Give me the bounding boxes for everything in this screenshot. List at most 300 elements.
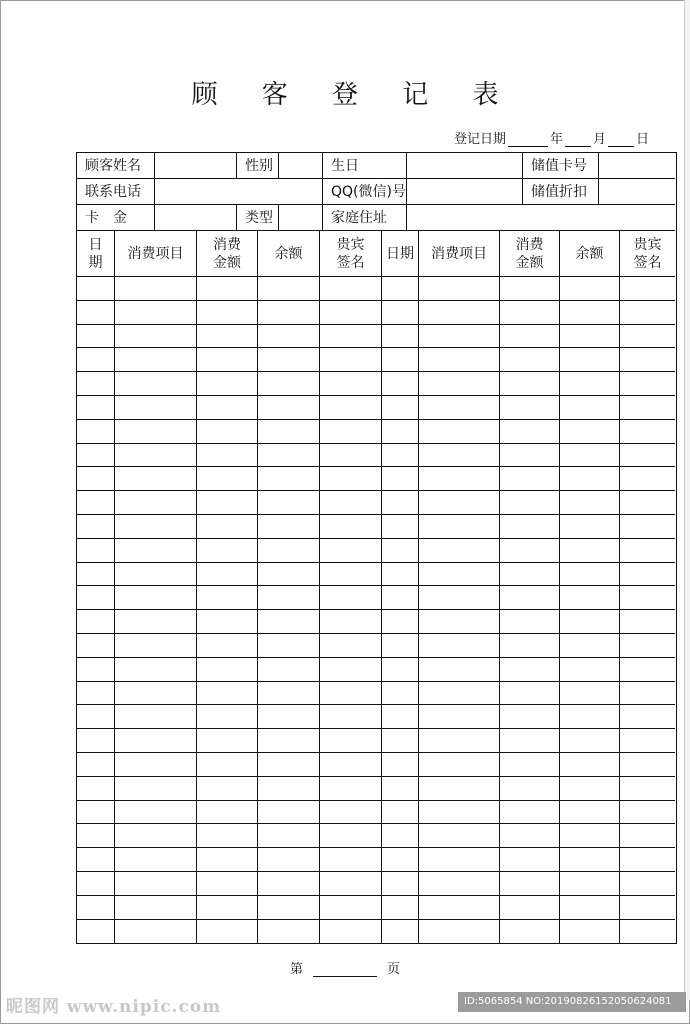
ledger-cell[interactable] <box>197 372 258 396</box>
ledger-cell[interactable] <box>419 705 500 729</box>
ledger-cell[interactable] <box>77 301 115 325</box>
ledger-cell[interactable] <box>320 539 382 563</box>
day-blank[interactable] <box>608 133 634 147</box>
ledger-cell[interactable] <box>320 777 382 801</box>
ledger-cell[interactable] <box>382 563 419 587</box>
ledger-cell[interactable] <box>419 848 500 872</box>
ledger-cell[interactable] <box>560 848 620 872</box>
ledger-cell[interactable] <box>115 467 197 491</box>
ledger-cell[interactable] <box>115 682 197 706</box>
ledger-cell[interactable] <box>258 396 320 420</box>
ledger-cell[interactable] <box>115 539 197 563</box>
ledger-cell[interactable] <box>560 658 620 682</box>
ledger-cell[interactable] <box>197 896 258 920</box>
ledger-cell[interactable] <box>560 325 620 349</box>
ledger-cell[interactable] <box>500 801 560 825</box>
ledger-cell[interactable] <box>560 896 620 920</box>
ledger-cell[interactable] <box>500 872 560 896</box>
ledger-cell[interactable] <box>500 682 560 706</box>
ledger-cell[interactable] <box>382 682 419 706</box>
ledger-cell[interactable] <box>115 491 197 515</box>
ledger-cell[interactable] <box>419 658 500 682</box>
ledger-cell[interactable] <box>500 396 560 420</box>
ledger-cell[interactable] <box>419 920 500 944</box>
ledger-cell[interactable] <box>258 729 320 753</box>
ledger-cell[interactable] <box>382 420 419 444</box>
ledger-cell[interactable] <box>620 848 675 872</box>
ledger-cell[interactable] <box>382 705 419 729</box>
ledger-cell[interactable] <box>500 729 560 753</box>
ledger-cell[interactable] <box>197 491 258 515</box>
ledger-cell[interactable] <box>115 753 197 777</box>
ledger-cell[interactable] <box>620 539 675 563</box>
ledger-cell[interactable] <box>258 872 320 896</box>
ledger-cell[interactable] <box>77 848 115 872</box>
ledger-cell[interactable] <box>258 920 320 944</box>
ledger-cell[interactable] <box>320 277 382 301</box>
ledger-cell[interactable] <box>560 563 620 587</box>
ledger-cell[interactable] <box>77 610 115 634</box>
ledger-cell[interactable] <box>500 325 560 349</box>
ledger-cell[interactable] <box>258 824 320 848</box>
ledger-cell[interactable] <box>500 467 560 491</box>
ledger-cell[interactable] <box>382 586 419 610</box>
ledger-cell[interactable] <box>320 872 382 896</box>
ledger-cell[interactable] <box>419 682 500 706</box>
ledger-cell[interactable] <box>500 753 560 777</box>
ledger-cell[interactable] <box>77 277 115 301</box>
ledger-cell[interactable] <box>115 372 197 396</box>
ledger-cell[interactable] <box>320 515 382 539</box>
ledger-cell[interactable] <box>500 824 560 848</box>
ledger-cell[interactable] <box>258 515 320 539</box>
ledger-cell[interactable] <box>320 325 382 349</box>
ledger-cell[interactable] <box>560 801 620 825</box>
ledger-cell[interactable] <box>419 777 500 801</box>
ledger-cell[interactable] <box>382 372 419 396</box>
ledger-cell[interactable] <box>115 896 197 920</box>
ledger-cell[interactable] <box>620 920 675 944</box>
ledger-cell[interactable] <box>77 348 115 372</box>
ledger-cell[interactable] <box>419 824 500 848</box>
ledger-cell[interactable] <box>620 420 675 444</box>
ledger-cell[interactable] <box>382 325 419 349</box>
info-field-r1-c7[interactable] <box>599 179 675 205</box>
ledger-header-line: 日 <box>88 236 103 253</box>
ledger-cell[interactable] <box>560 444 620 468</box>
ledger-cell[interactable] <box>419 586 500 610</box>
ledger-cell[interactable] <box>197 848 258 872</box>
ledger-cell[interactable] <box>620 610 675 634</box>
ledger-cell[interactable] <box>115 848 197 872</box>
ledger-cell[interactable] <box>382 348 419 372</box>
ledger-cell[interactable] <box>115 824 197 848</box>
ledger-cell[interactable] <box>560 301 620 325</box>
ledger-cell[interactable] <box>382 824 419 848</box>
ledger-cell[interactable] <box>419 396 500 420</box>
ledger-cell[interactable] <box>620 396 675 420</box>
ledger-cell[interactable] <box>197 467 258 491</box>
ledger-cell[interactable] <box>382 896 419 920</box>
ledger-cell[interactable] <box>197 801 258 825</box>
ledger-cell[interactable] <box>419 872 500 896</box>
ledger-cell[interactable] <box>258 896 320 920</box>
ledger-cell[interactable] <box>258 348 320 372</box>
ledger-cell[interactable] <box>197 777 258 801</box>
ledger-cell[interactable] <box>258 801 320 825</box>
ledger-cell[interactable] <box>320 824 382 848</box>
ledger-cell[interactable] <box>320 563 382 587</box>
ledger-cell[interactable] <box>197 277 258 301</box>
ledger-cell[interactable] <box>258 277 320 301</box>
ledger-cell[interactable] <box>560 705 620 729</box>
ledger-cell[interactable] <box>197 444 258 468</box>
ledger-cell[interactable] <box>197 515 258 539</box>
info-field-r2-c3[interactable] <box>279 205 323 231</box>
ledger-cell[interactable] <box>560 920 620 944</box>
ledger-cell[interactable] <box>560 539 620 563</box>
ledger-cell[interactable] <box>197 634 258 658</box>
ledger-cell[interactable] <box>419 634 500 658</box>
ledger-cell[interactable] <box>560 753 620 777</box>
ledger-cell[interactable] <box>500 658 560 682</box>
info-field-r1-c5[interactable] <box>407 179 523 205</box>
ledger-cell[interactable] <box>77 325 115 349</box>
ledger-cell[interactable] <box>115 610 197 634</box>
ledger-cell[interactable] <box>500 515 560 539</box>
ledger-cell[interactable] <box>197 658 258 682</box>
ledger-cell[interactable] <box>500 539 560 563</box>
ledger-cell[interactable] <box>419 420 500 444</box>
ledger-cell[interactable] <box>620 325 675 349</box>
ledger-cell[interactable] <box>382 801 419 825</box>
ledger-cell[interactable] <box>320 729 382 753</box>
ledger-cell[interactable] <box>197 753 258 777</box>
ledger-cell[interactable] <box>500 444 560 468</box>
ledger-cell[interactable] <box>77 801 115 825</box>
ledger-cell[interactable] <box>382 610 419 634</box>
ledger-cell[interactable] <box>419 753 500 777</box>
ledger-cell[interactable] <box>500 920 560 944</box>
ledger-cell[interactable] <box>419 444 500 468</box>
ledger-cell[interactable] <box>620 682 675 706</box>
ledger-cell[interactable] <box>382 848 419 872</box>
ledger-cell[interactable] <box>197 420 258 444</box>
ledger-cell[interactable] <box>320 301 382 325</box>
ledger-cell[interactable] <box>620 729 675 753</box>
ledger-cell[interactable] <box>419 348 500 372</box>
ledger-cell[interactable] <box>500 348 560 372</box>
ledger-cell[interactable] <box>419 277 500 301</box>
ledger-cell[interactable] <box>500 705 560 729</box>
ledger-cell[interactable] <box>560 372 620 396</box>
ledger-header-line: 贵宾 <box>336 236 365 253</box>
ledger-cell[interactable] <box>320 658 382 682</box>
ledger-cell[interactable] <box>620 277 675 301</box>
ledger-cell[interactable] <box>620 777 675 801</box>
ledger-cell[interactable] <box>500 420 560 444</box>
ledger-cell[interactable] <box>620 705 675 729</box>
ledger-cell[interactable] <box>197 325 258 349</box>
ledger-cell[interactable] <box>560 348 620 372</box>
ledger-cell[interactable] <box>419 467 500 491</box>
ledger-cell[interactable] <box>258 777 320 801</box>
ledger-cell[interactable] <box>560 610 620 634</box>
ledger-cell[interactable] <box>382 872 419 896</box>
ledger-header-line: 余额 <box>575 245 604 262</box>
ledger-cell[interactable] <box>620 801 675 825</box>
ledger-cell[interactable] <box>620 824 675 848</box>
ledger-cell[interactable] <box>320 753 382 777</box>
ledger-cell[interactable] <box>258 467 320 491</box>
ledger-cell[interactable] <box>382 491 419 515</box>
ledger-cell[interactable] <box>320 848 382 872</box>
ledger-cell[interactable] <box>500 777 560 801</box>
ledger-cell[interactable] <box>620 491 675 515</box>
ledger-cell[interactable] <box>115 705 197 729</box>
ledger-cell[interactable] <box>382 634 419 658</box>
ledger-cell[interactable] <box>115 801 197 825</box>
ledger-cell[interactable] <box>258 325 320 349</box>
ledger-cell[interactable] <box>500 563 560 587</box>
ledger-cell[interactable] <box>560 777 620 801</box>
ledger-cell[interactable] <box>258 682 320 706</box>
ledger-cell[interactable] <box>419 801 500 825</box>
ledger-cell[interactable] <box>258 753 320 777</box>
ledger-cell[interactable] <box>500 372 560 396</box>
ledger-cell[interactable] <box>258 586 320 610</box>
ledger-cell[interactable] <box>560 586 620 610</box>
ledger-cell[interactable] <box>197 563 258 587</box>
info-field-r2-c5[interactable] <box>407 205 675 231</box>
ledger-cell[interactable] <box>77 658 115 682</box>
ledger-cell[interactable] <box>77 372 115 396</box>
ledger-cell[interactable] <box>419 610 500 634</box>
ledger-cell[interactable] <box>382 444 419 468</box>
ledger-cell[interactable] <box>197 872 258 896</box>
ledger-cell[interactable] <box>320 491 382 515</box>
ledger-cell[interactable] <box>197 586 258 610</box>
ledger-cell[interactable] <box>197 348 258 372</box>
ledger-cell[interactable] <box>320 705 382 729</box>
year-blank[interactable] <box>508 133 548 147</box>
ledger-cell[interactable] <box>258 420 320 444</box>
ledger-cell[interactable] <box>560 396 620 420</box>
ledger-cell[interactable] <box>620 634 675 658</box>
ledger-cell[interactable] <box>560 515 620 539</box>
ledger-cell[interactable] <box>620 563 675 587</box>
ledger-cell[interactable] <box>77 444 115 468</box>
page-number-blank[interactable] <box>313 963 377 977</box>
ledger-cell[interactable] <box>382 396 419 420</box>
ledger-cell[interactable] <box>197 301 258 325</box>
ledger-cell[interactable] <box>500 896 560 920</box>
ledger-cell[interactable] <box>620 515 675 539</box>
month-blank[interactable] <box>565 133 591 147</box>
ledger-cell[interactable] <box>258 705 320 729</box>
ledger-cell[interactable] <box>77 753 115 777</box>
ledger-cell[interactable] <box>77 586 115 610</box>
ledger-cell[interactable] <box>560 682 620 706</box>
ledger-cell[interactable] <box>258 539 320 563</box>
ledger-cell[interactable] <box>320 372 382 396</box>
ledger-cell[interactable] <box>77 515 115 539</box>
ledger-cell[interactable] <box>77 396 115 420</box>
info-field-r0-c3[interactable] <box>279 153 323 179</box>
ledger-cell[interactable] <box>258 634 320 658</box>
ledger-cell[interactable] <box>258 610 320 634</box>
ledger-cell[interactable] <box>419 729 500 753</box>
ledger-cell[interactable] <box>115 729 197 753</box>
ledger-cell[interactable] <box>258 658 320 682</box>
ledger-cell[interactable] <box>77 705 115 729</box>
info-field-r0-c5[interactable] <box>407 153 523 179</box>
ledger-cell[interactable] <box>115 348 197 372</box>
ledger-cell[interactable] <box>115 634 197 658</box>
ledger-cell[interactable] <box>320 634 382 658</box>
ledger-cell[interactable] <box>77 729 115 753</box>
info-field-r0-c1[interactable] <box>155 153 237 179</box>
ledger-cell[interactable] <box>115 777 197 801</box>
ledger-cell[interactable] <box>320 896 382 920</box>
ledger-cell[interactable] <box>382 467 419 491</box>
ledger-cell[interactable] <box>115 563 197 587</box>
ledger-cell[interactable] <box>382 729 419 753</box>
ledger-cell[interactable] <box>382 515 419 539</box>
ledger-cell[interactable] <box>500 848 560 872</box>
ledger-cell[interactable] <box>419 515 500 539</box>
ledger-cell[interactable] <box>320 396 382 420</box>
ledger-cell[interactable] <box>115 444 197 468</box>
ledger-cell[interactable] <box>620 372 675 396</box>
ledger-cell[interactable] <box>320 348 382 372</box>
ledger-cell[interactable] <box>320 444 382 468</box>
ledger-cell[interactable] <box>620 348 675 372</box>
ledger-header-line: 金额 <box>213 254 241 271</box>
ledger-cell[interactable] <box>258 444 320 468</box>
ledger-cell[interactable] <box>258 301 320 325</box>
ledger-cell[interactable] <box>77 539 115 563</box>
ledger-cell[interactable] <box>258 372 320 396</box>
ledger-cell[interactable] <box>560 824 620 848</box>
ledger-cell[interactable] <box>77 467 115 491</box>
ledger-cell[interactable] <box>115 420 197 444</box>
ledger-cell[interactable] <box>115 920 197 944</box>
ledger-cell[interactable] <box>77 896 115 920</box>
ledger-cell[interactable] <box>560 634 620 658</box>
ledger-cell[interactable] <box>197 824 258 848</box>
ledger-cell[interactable] <box>197 610 258 634</box>
ledger-cell[interactable] <box>197 920 258 944</box>
ledger-cell[interactable] <box>77 777 115 801</box>
page-suffix: 页 <box>387 962 401 977</box>
ledger-cell[interactable] <box>115 586 197 610</box>
ledger-cell[interactable] <box>419 896 500 920</box>
ledger-cell[interactable] <box>77 420 115 444</box>
ledger-cell[interactable] <box>77 682 115 706</box>
ledger-cell[interactable] <box>382 539 419 563</box>
ledger-cell[interactable] <box>382 301 419 325</box>
ledger-cell[interactable] <box>320 682 382 706</box>
ledger-cell[interactable] <box>77 872 115 896</box>
ledger-cell[interactable] <box>560 872 620 896</box>
ledger-cell[interactable] <box>500 491 560 515</box>
ledger-cell[interactable] <box>500 634 560 658</box>
ledger-cell[interactable] <box>258 848 320 872</box>
ledger-cell[interactable] <box>115 277 197 301</box>
ledger-header-3 <box>258 231 320 277</box>
ledger-cell[interactable] <box>620 586 675 610</box>
ledger-cell[interactable] <box>77 824 115 848</box>
ledger-cell[interactable] <box>320 467 382 491</box>
ledger-cell[interactable] <box>560 729 620 753</box>
ledger-cell[interactable] <box>320 920 382 944</box>
ledger-cell[interactable] <box>382 777 419 801</box>
ledger-cell[interactable] <box>197 396 258 420</box>
ledger-cell[interactable] <box>500 301 560 325</box>
ledger-cell[interactable] <box>500 277 560 301</box>
ledger-cell[interactable] <box>197 729 258 753</box>
ledger-cell[interactable] <box>620 658 675 682</box>
ledger-cell[interactable] <box>620 872 675 896</box>
ledger-cell[interactable] <box>197 682 258 706</box>
ledger-cell[interactable] <box>77 563 115 587</box>
ledger-cell[interactable] <box>320 610 382 634</box>
ledger-cell[interactable] <box>620 467 675 491</box>
ledger-cell[interactable] <box>419 325 500 349</box>
ledger-cell[interactable] <box>419 539 500 563</box>
ledger-cell[interactable] <box>197 705 258 729</box>
ledger-cell[interactable] <box>560 277 620 301</box>
ledger-cell[interactable] <box>258 563 320 587</box>
ledger-cell[interactable] <box>115 872 197 896</box>
ledger-cell[interactable] <box>500 586 560 610</box>
ledger-cell[interactable] <box>115 515 197 539</box>
ledger-cell[interactable] <box>419 563 500 587</box>
ledger-cell[interactable] <box>77 920 115 944</box>
ledger-cell[interactable] <box>115 396 197 420</box>
ledger-cell[interactable] <box>560 491 620 515</box>
ledger-cell[interactable] <box>500 610 560 634</box>
ledger-cell[interactable] <box>197 539 258 563</box>
ledger-cell[interactable] <box>560 420 620 444</box>
ledger-cell[interactable] <box>77 491 115 515</box>
info-field-r0-c7[interactable] <box>599 153 675 179</box>
ledger-cell[interactable] <box>382 920 419 944</box>
ledger-cell[interactable] <box>320 420 382 444</box>
ledger-cell[interactable] <box>620 753 675 777</box>
info-field-r1-c1[interactable] <box>155 179 323 205</box>
ledger-cell[interactable] <box>258 491 320 515</box>
ledger-cell[interactable] <box>620 301 675 325</box>
ledger-cell[interactable] <box>320 801 382 825</box>
ledger-cell[interactable] <box>320 586 382 610</box>
ledger-cell[interactable] <box>382 277 419 301</box>
ledger-cell[interactable] <box>419 372 500 396</box>
ledger-cell[interactable] <box>382 658 419 682</box>
ledger-cell[interactable] <box>560 467 620 491</box>
info-field-r2-c1[interactable] <box>155 205 237 231</box>
ledger-cell[interactable] <box>419 491 500 515</box>
ledger-cell[interactable] <box>419 301 500 325</box>
ledger-cell[interactable] <box>115 658 197 682</box>
ledger-cell[interactable] <box>620 444 675 468</box>
ledger-cell[interactable] <box>115 301 197 325</box>
ledger-cell[interactable] <box>77 634 115 658</box>
ledger-cell[interactable] <box>115 325 197 349</box>
ledger-cell[interactable] <box>382 753 419 777</box>
ledger-cell[interactable] <box>620 896 675 920</box>
